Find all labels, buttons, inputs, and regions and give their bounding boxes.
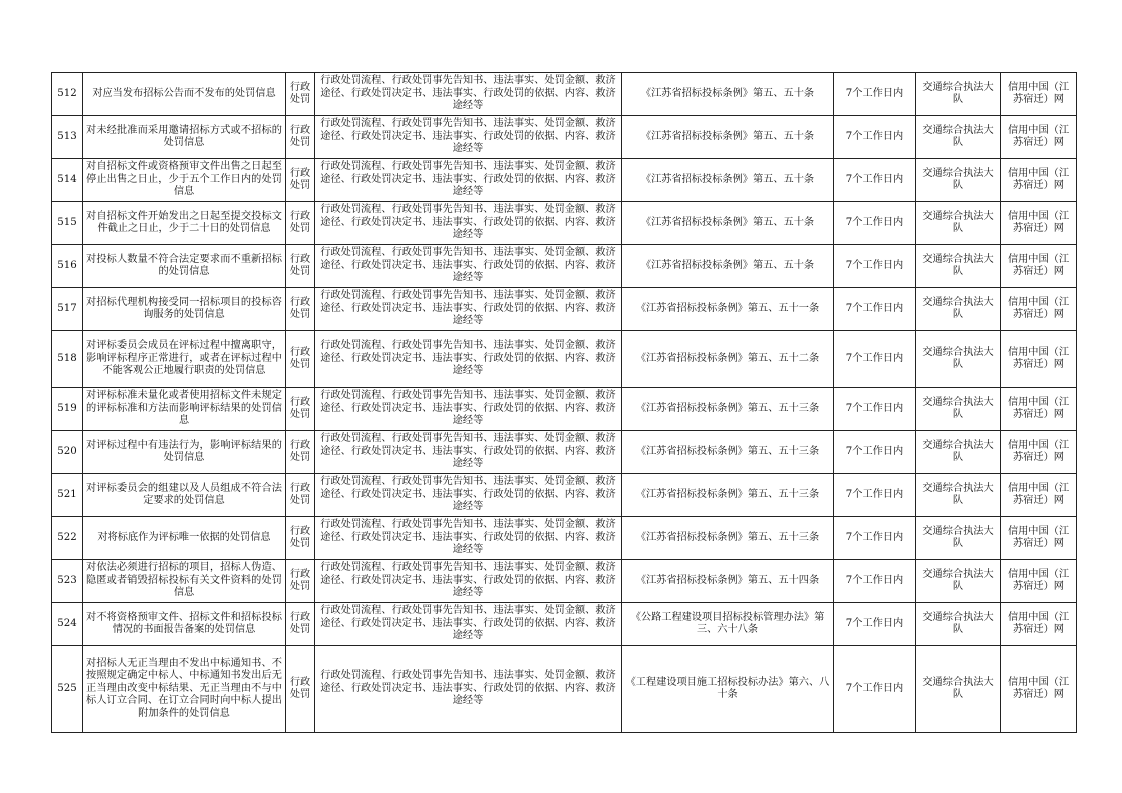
row-number: 520	[52, 431, 83, 474]
item-name: 对依法必须进行招标的项目，招标人伪造、隐匿或者销毁招标投标有关文件资料的处罚信息	[83, 560, 286, 603]
item-name: 对评标过程中有违法行为，影响评标结果的处罚信息	[83, 431, 286, 474]
table-row	[52, 159, 1077, 202]
time-limit: 7个工作日内	[834, 159, 916, 202]
disclosure-content: 行政处罚流程、行政处罚事先告知书、违法事实、处罚金额、救济途径、行政处罚决定书、违法事实、行政处罚的依据、内容、救济途经等	[315, 202, 622, 245]
disclosure-content: 行政处罚流程、行政处罚事先告知书、违法事实、处罚金额、救济途径、行政处罚决定书、违法事实、行政处罚的依据、内容、救济途经等	[315, 646, 622, 733]
disclosure-content: 行政处罚流程、行政处罚事先告知书、违法事实、处罚金额、救济途径、行政处罚决定书、违法事实、行政处罚的依据、内容、救济途经等	[315, 159, 622, 202]
legal-basis: 《江苏省招标投标条例》第五、五十三条	[622, 388, 834, 431]
time-limit: 7个工作日内	[834, 474, 916, 517]
table-row	[52, 474, 1077, 517]
row-number: 516	[52, 245, 83, 288]
category-cell: 行政处罚	[286, 288, 315, 331]
disclosure-channel: 信用中国（江苏宿迁）网	[1001, 116, 1077, 159]
table-row	[52, 517, 1077, 560]
time-limit: 7个工作日内	[834, 288, 916, 331]
row-number: 525	[52, 646, 83, 733]
responsible-agency: 交通综合执法大队	[916, 603, 1001, 646]
responsible-agency: 交通综合执法大队	[916, 517, 1001, 560]
table-row	[52, 431, 1077, 474]
table-row	[52, 202, 1077, 245]
category-cell: 行政处罚	[286, 474, 315, 517]
row-number: 519	[52, 388, 83, 431]
row-number: 517	[52, 288, 83, 331]
disclosure-content: 行政处罚流程、行政处罚事先告知书、违法事实、处罚金额、救济途径、行政处罚决定书、违法事实、行政处罚的依据、内容、救济途经等	[315, 603, 622, 646]
legal-basis: 《江苏省招标投标条例》第五、五十条	[622, 73, 834, 116]
disclosure-channel: 信用中国（江苏宿迁）网	[1001, 388, 1077, 431]
item-name: 对投标人数量不符合法定要求而不重新招标的处罚信息	[83, 245, 286, 288]
legal-basis: 《江苏省招标投标条例》第五、五十三条	[622, 474, 834, 517]
responsible-agency: 交通综合执法大队	[916, 288, 1001, 331]
table-row	[52, 603, 1077, 646]
row-number: 513	[52, 116, 83, 159]
time-limit: 7个工作日内	[834, 202, 916, 245]
item-name: 对应当发布招标公告而不发布的处罚信息	[83, 73, 286, 116]
responsible-agency: 交通综合执法大队	[916, 73, 1001, 116]
disclosure-table	[51, 72, 1077, 733]
item-name: 对评标标准未量化或者使用招标文件未规定的评标标准和方法而影响评标结果的处罚信息	[83, 388, 286, 431]
item-name: 对未经批准而采用邀请招标方式或不招标的处罚信息	[83, 116, 286, 159]
legal-basis: 《江苏省招标投标条例》第五、五十三条	[622, 517, 834, 560]
table-row	[52, 73, 1077, 116]
table-body	[52, 73, 1077, 733]
time-limit: 7个工作日内	[834, 245, 916, 288]
row-number: 514	[52, 159, 83, 202]
disclosure-channel: 信用中国（江苏宿迁）网	[1001, 646, 1077, 733]
item-name: 对自招标文件或资格预审文件出售之日起至停止出售之日止，少于五个工作日内的处罚信息	[83, 159, 286, 202]
table-row	[52, 288, 1077, 331]
legal-basis: 《公路工程建设项目招标投标管理办法》第三、六十八条	[622, 603, 834, 646]
row-number: 512	[52, 73, 83, 116]
disclosure-channel: 信用中国（江苏宿迁）网	[1001, 288, 1077, 331]
responsible-agency: 交通综合执法大队	[916, 245, 1001, 288]
responsible-agency: 交通综合执法大队	[916, 159, 1001, 202]
disclosure-channel: 信用中国（江苏宿迁）网	[1001, 431, 1077, 474]
table-row	[52, 331, 1077, 388]
category-cell: 行政处罚	[286, 431, 315, 474]
disclosure-channel: 信用中国（江苏宿迁）网	[1001, 331, 1077, 388]
disclosure-channel: 信用中国（江苏宿迁）网	[1001, 474, 1077, 517]
responsible-agency: 交通综合执法大队	[916, 474, 1001, 517]
time-limit: 7个工作日内	[834, 646, 916, 733]
item-name: 对自招标文件开始发出之日起至提交投标文件截止之日止，少于二十日的处罚信息	[83, 202, 286, 245]
category-cell: 行政处罚	[286, 245, 315, 288]
disclosure-content: 行政处罚流程、行政处罚事先告知书、违法事实、处罚金额、救济途径、行政处罚决定书、违法事实、行政处罚的依据、内容、救济途经等	[315, 116, 622, 159]
responsible-agency: 交通综合执法大队	[916, 646, 1001, 733]
category-cell: 行政处罚	[286, 73, 315, 116]
legal-basis: 《江苏省招标投标条例》第五、五十条	[622, 202, 834, 245]
category-cell: 行政处罚	[286, 159, 315, 202]
time-limit: 7个工作日内	[834, 116, 916, 159]
disclosure-content: 行政处罚流程、行政处罚事先告知书、违法事实、处罚金额、救济途径、行政处罚决定书、违法事实、行政处罚的依据、内容、救济途经等	[315, 73, 622, 116]
table-row	[52, 116, 1077, 159]
category-cell: 行政处罚	[286, 202, 315, 245]
responsible-agency: 交通综合执法大队	[916, 331, 1001, 388]
category-cell: 行政处罚	[286, 603, 315, 646]
legal-basis: 《江苏省招标投标条例》第五、五十四条	[622, 560, 834, 603]
table-row	[52, 646, 1077, 733]
row-number: 523	[52, 560, 83, 603]
disclosure-content: 行政处罚流程、行政处罚事先告知书、违法事实、处罚金额、救济途径、行政处罚决定书、违法事实、行政处罚的依据、内容、救济途经等	[315, 245, 622, 288]
row-number: 518	[52, 331, 83, 388]
responsible-agency: 交通综合执法大队	[916, 388, 1001, 431]
disclosure-content: 行政处罚流程、行政处罚事先告知书、违法事实、处罚金额、救济途径、行政处罚决定书、违法事实、行政处罚的依据、内容、救济途经等	[315, 517, 622, 560]
disclosure-content: 行政处罚流程、行政处罚事先告知书、违法事实、处罚金额、救济途径、行政处罚决定书、违法事实、行政处罚的依据、内容、救济途经等	[315, 388, 622, 431]
responsible-agency: 交通综合执法大队	[916, 202, 1001, 245]
category-cell: 行政处罚	[286, 331, 315, 388]
legal-basis: 《工程建设项目施工招标投标办法》第六、八十条	[622, 646, 834, 733]
row-number: 521	[52, 474, 83, 517]
responsible-agency: 交通综合执法大队	[916, 116, 1001, 159]
legal-basis: 《江苏省招标投标条例》第五、五十二条	[622, 331, 834, 388]
disclosure-channel: 信用中国（江苏宿迁）网	[1001, 202, 1077, 245]
category-cell: 行政处罚	[286, 646, 315, 733]
disclosure-channel: 信用中国（江苏宿迁）网	[1001, 603, 1077, 646]
table-row	[52, 560, 1077, 603]
legal-basis: 《江苏省招标投标条例》第五、五十条	[622, 116, 834, 159]
disclosure-channel: 信用中国（江苏宿迁）网	[1001, 245, 1077, 288]
category-cell: 行政处罚	[286, 116, 315, 159]
time-limit: 7个工作日内	[834, 331, 916, 388]
disclosure-content: 行政处罚流程、行政处罚事先告知书、违法事实、处罚金额、救济途径、行政处罚决定书、违法事实、行政处罚的依据、内容、救济途经等	[315, 560, 622, 603]
item-name: 对招标人无正当理由不发出中标通知书、不按照规定确定中标人、中标通知书发出后无正当理由改变中标结果、无正当理由不与中标人订立合同、在订立合同时向中标人提出附加条件的处罚信息	[83, 646, 286, 733]
row-number: 522	[52, 517, 83, 560]
item-name: 对评标委员会成员在评标过程中擅离职守，影响评标程序正常进行，或者在评标过程中不能客观公正地履行职责的处罚信息	[83, 331, 286, 388]
table-row	[52, 245, 1077, 288]
row-number: 515	[52, 202, 83, 245]
time-limit: 7个工作日内	[834, 560, 916, 603]
time-limit: 7个工作日内	[834, 388, 916, 431]
disclosure-channel: 信用中国（江苏宿迁）网	[1001, 159, 1077, 202]
disclosure-channel: 信用中国（江苏宿迁）网	[1001, 560, 1077, 603]
legal-basis: 《江苏省招标投标条例》第五、五十条	[622, 245, 834, 288]
disclosure-content: 行政处罚流程、行政处罚事先告知书、违法事实、处罚金额、救济途径、行政处罚决定书、违法事实、行政处罚的依据、内容、救济途经等	[315, 288, 622, 331]
disclosure-content: 行政处罚流程、行政处罚事先告知书、违法事实、处罚金额、救济途径、行政处罚决定书、违法事实、行政处罚的依据、内容、救济途经等	[315, 474, 622, 517]
time-limit: 7个工作日内	[834, 603, 916, 646]
table-row	[52, 388, 1077, 431]
item-name: 对招标代理机构接受同一招标项目的投标咨询服务的处罚信息	[83, 288, 286, 331]
item-name: 对评标委员会的组建以及人员组成不符合法定要求的处罚信息	[83, 474, 286, 517]
item-name: 对不将资格预审文件、招标文件和招标投标情况的书面报告备案的处罚信息	[83, 603, 286, 646]
responsible-agency: 交通综合执法大队	[916, 431, 1001, 474]
legal-basis: 《江苏省招标投标条例》第五、五十一条	[622, 288, 834, 331]
category-cell: 行政处罚	[286, 388, 315, 431]
item-name: 对将标底作为评标唯一依据的处罚信息	[83, 517, 286, 560]
legal-basis: 《江苏省招标投标条例》第五、五十条	[622, 159, 834, 202]
category-cell: 行政处罚	[286, 517, 315, 560]
responsible-agency: 交通综合执法大队	[916, 560, 1001, 603]
row-number: 524	[52, 603, 83, 646]
disclosure-channel: 信用中国（江苏宿迁）网	[1001, 73, 1077, 116]
time-limit: 7个工作日内	[834, 431, 916, 474]
disclosure-channel: 信用中国（江苏宿迁）网	[1001, 517, 1077, 560]
time-limit: 7个工作日内	[834, 517, 916, 560]
disclosure-content: 行政处罚流程、行政处罚事先告知书、违法事实、处罚金额、救济途径、行政处罚决定书、违法事实、行政处罚的依据、内容、救济途经等	[315, 431, 622, 474]
legal-basis: 《江苏省招标投标条例》第五、五十三条	[622, 431, 834, 474]
category-cell: 行政处罚	[286, 560, 315, 603]
disclosure-content: 行政处罚流程、行政处罚事先告知书、违法事实、处罚金额、救济途径、行政处罚决定书、违法事实、行政处罚的依据、内容、救济途经等	[315, 331, 622, 388]
time-limit: 7个工作日内	[834, 73, 916, 116]
